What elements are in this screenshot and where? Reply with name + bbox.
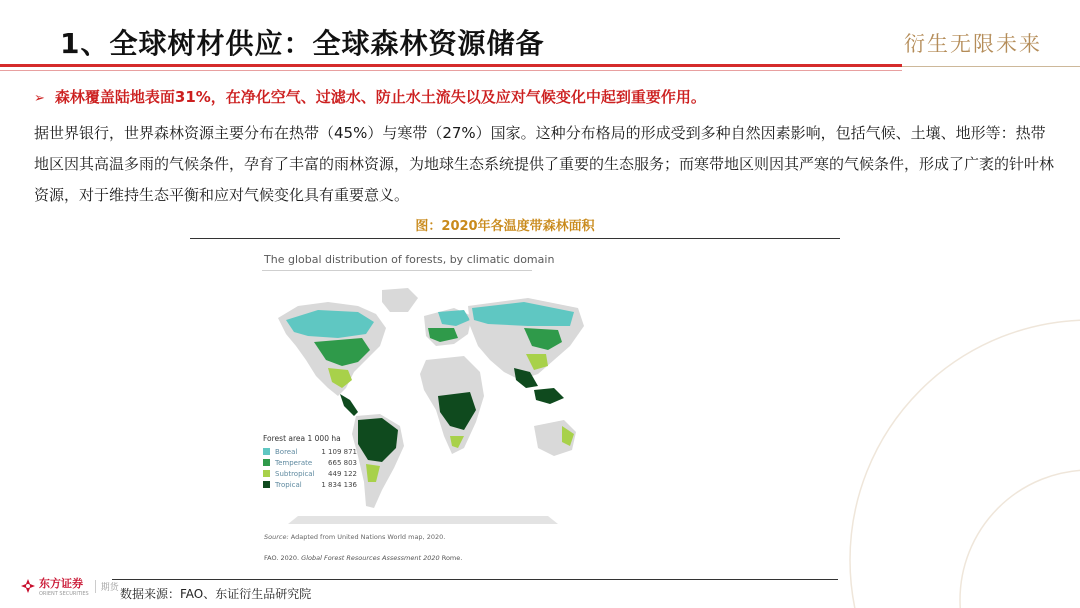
legend-swatch xyxy=(263,459,270,466)
figure-caption: 图：2020年各温度带森林面积 xyxy=(415,219,595,234)
legend-item-boreal xyxy=(263,446,357,457)
body-paragraph: 据世界银行，世界森林资源主要分布在热带（45%）与寒带（27%）国家。这种分布格局的形成受到多种自然因素影响，包括气候、土壤、地形等：热带地区因其高温多雨的气候条件，孕育了丰富的雨林资源，为地球生态系统提供了重要的生态服务；而寒带地区则因其严寒的气候条件，形成了广袤的针叶林资源，对于维持生态平衡和应对气候变化具有重要意义。 xyxy=(34,124,1055,204)
header-divider-thin xyxy=(0,70,902,71)
figure-top-rule xyxy=(190,238,840,239)
citation-prefix: FAO. 2020. xyxy=(264,554,300,562)
map-heading: The global distribution of forests, by climatic domain xyxy=(264,253,555,266)
legend-label: Tropical xyxy=(275,480,302,489)
key-point xyxy=(34,86,1074,107)
logo-subtitle: ORIENT SECURITIES xyxy=(39,591,89,597)
legend-swatch xyxy=(263,481,270,488)
header-gold-divider xyxy=(902,66,1080,67)
brand-tagline: 衍生无限未来 xyxy=(904,32,1042,56)
legend-item-subtropical xyxy=(263,468,357,479)
legend-value: 665 803 xyxy=(328,458,357,467)
key-point-text: 森林覆盖陆地表面31%，在净化空气、过滤水、防止水土流失以及应对气候变化中起到重要作用。 xyxy=(54,88,706,106)
map-heading-rule xyxy=(262,270,532,271)
citation-title: Global Forest Resources Assessment 2020 xyxy=(301,554,440,562)
legend-label: Boreal xyxy=(275,447,298,456)
logo-division: 期货 xyxy=(95,580,119,593)
legend-value: 1 109 871 xyxy=(321,447,357,456)
legend-label: Subtropical xyxy=(275,469,315,478)
map-source-label: Source: xyxy=(264,533,289,541)
logo-mark-icon xyxy=(20,578,36,594)
data-source: 数据来源：FAO、东证衍生品研究院 xyxy=(120,587,312,601)
company-logo xyxy=(20,575,119,597)
map-citation xyxy=(264,554,462,562)
legend-item-temperate xyxy=(263,457,357,468)
legend-value: 1 834 136 xyxy=(321,480,357,489)
page-title: 1、全球树材供应：全球森林资源储备 xyxy=(60,27,545,60)
legend-value: 449 122 xyxy=(328,469,357,478)
legend-swatch xyxy=(263,470,270,477)
legend-swatch xyxy=(263,448,270,455)
arrow-bullet-icon: ➢ xyxy=(34,91,45,106)
map-se-asia-islands xyxy=(534,388,564,404)
map-source xyxy=(264,533,445,541)
legend-label: Temperate xyxy=(275,458,313,467)
logo-name: 东方证券 xyxy=(39,577,83,590)
figure-bottom-rule xyxy=(112,579,838,580)
legend-title: Forest area 1 000 ha xyxy=(263,434,341,443)
map-central-america xyxy=(340,394,358,416)
map-greenland xyxy=(382,288,418,312)
map-antarctica xyxy=(288,516,558,524)
header-divider xyxy=(0,64,902,67)
legend-item-tropical xyxy=(263,479,357,490)
citation-suffix: Rome. xyxy=(441,554,463,562)
map-source-text: Adapted from United Nations World map, 2020. xyxy=(290,533,446,541)
map-legend xyxy=(263,434,357,490)
logo-text xyxy=(36,575,89,597)
world-forest-map xyxy=(258,276,588,530)
